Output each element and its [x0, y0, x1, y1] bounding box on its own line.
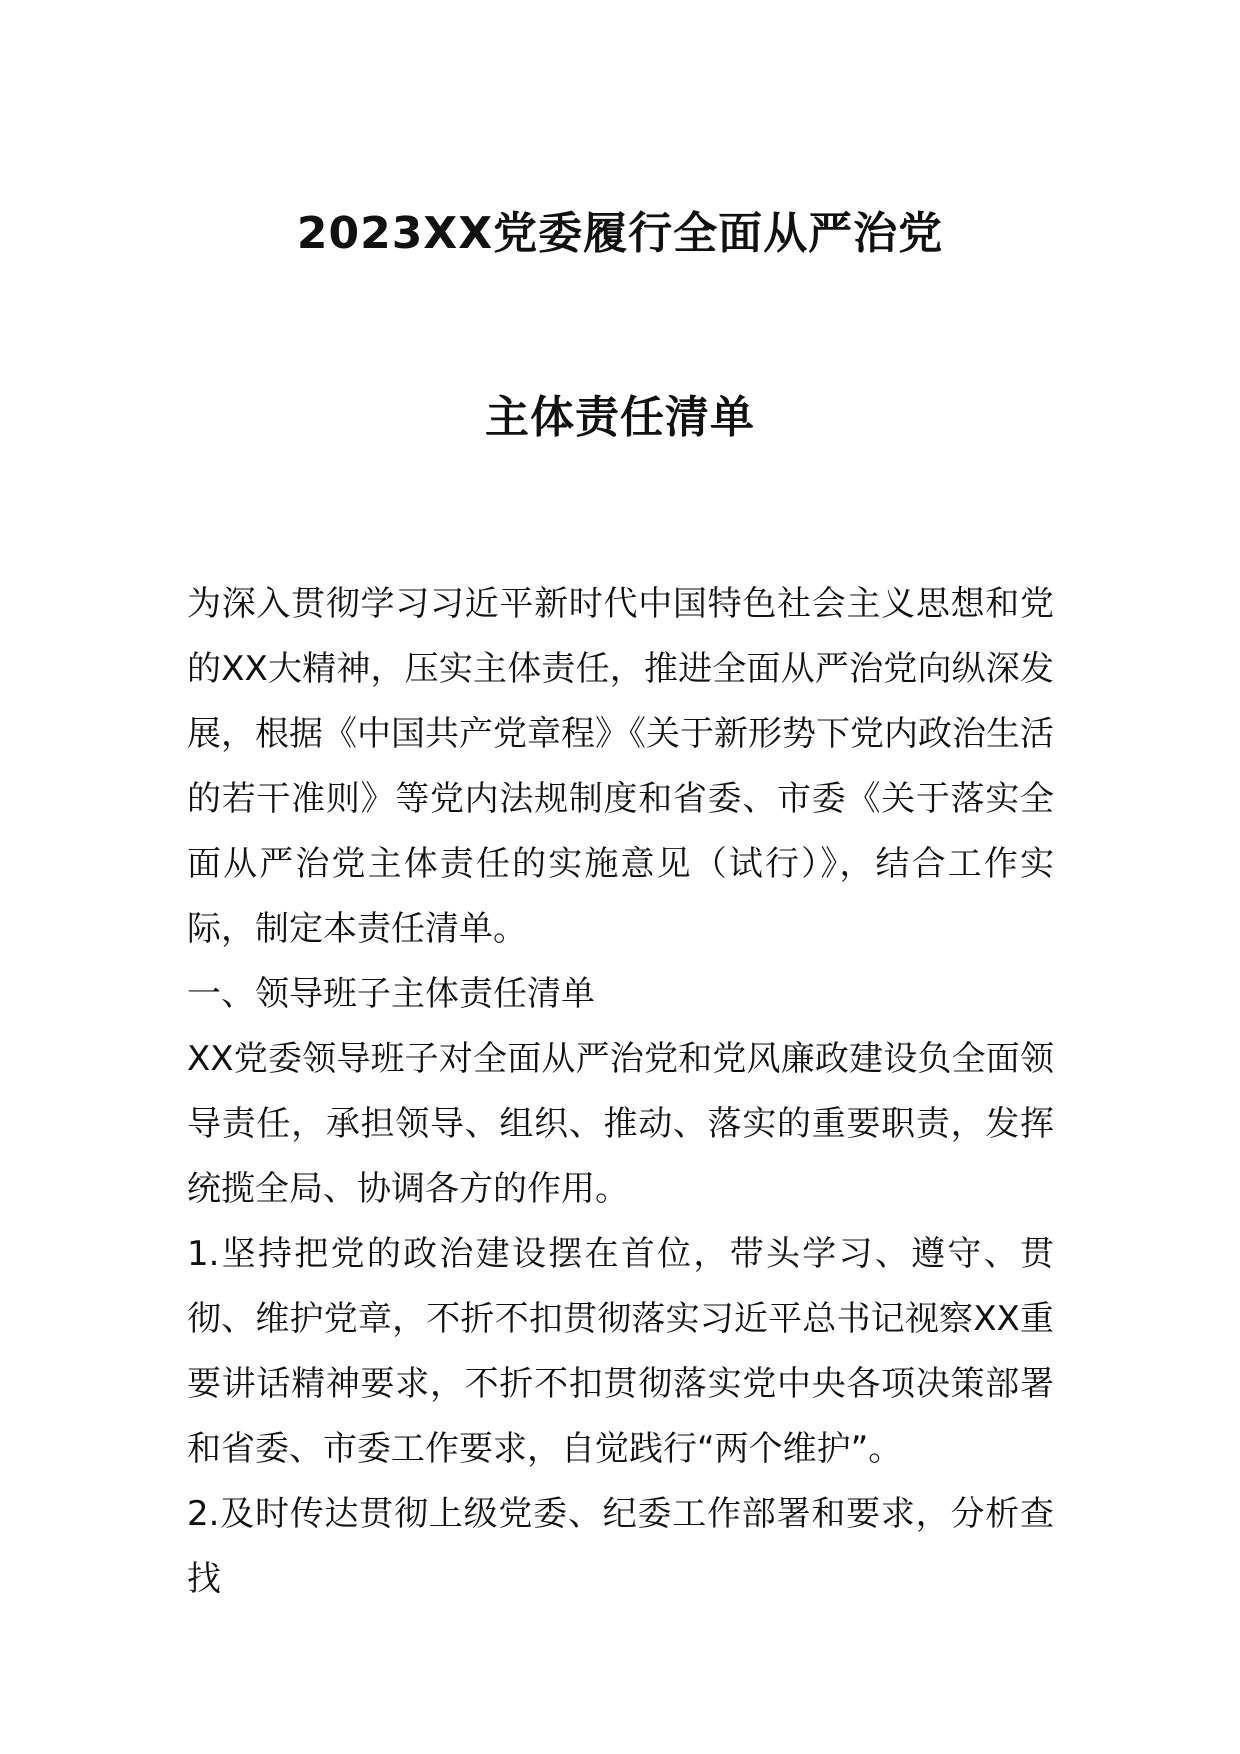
document-title-line-1: 2023XX党委履行全面从严治党 — [296, 208, 944, 259]
intro-paragraph: 为深入贯彻学习习近平新时代中国特色社会主义思想和党的XX大精神，压实主体责任，推进全面从严治党向纵深发展，根据《中国共产党章程》《关于新形势下党内政治生活的若干准则》等党内法规制度和省委、市委《关于落实全面从严治党主体责任的实施意见（试行）》，结合工作实际，制定本责任清单。 — [187, 584, 1054, 949]
document-title-line-2: 主体责任清单 — [485, 392, 755, 443]
section-paragraph: XX党委领导班子对全面从严治党和党风廉政建设负全面领导责任，承担领导、组织、推动、落实的重要职责，发挥统揽全局、协调各方的作用。 — [187, 1039, 1054, 1209]
list-item-1: 1.坚持把党的政治建设摆在首位，带头学习、遵守、贯彻、维护党章，不折不扣贯彻落实习近平总书记视察XX重要讲话精神要求，不折不扣贯彻落实党中央各项决策部署和省委、市委工作要求，自觉践行“两个维护”。 — [187, 1234, 1054, 1469]
section-heading: 一、领导班子主体责任清单 — [187, 974, 595, 1014]
document-body — [187, 572, 1054, 1612]
list-item-2: 2.及时传达贯彻上级党委、纪委工作部署和要求，分析查找 — [187, 1494, 1054, 1599]
